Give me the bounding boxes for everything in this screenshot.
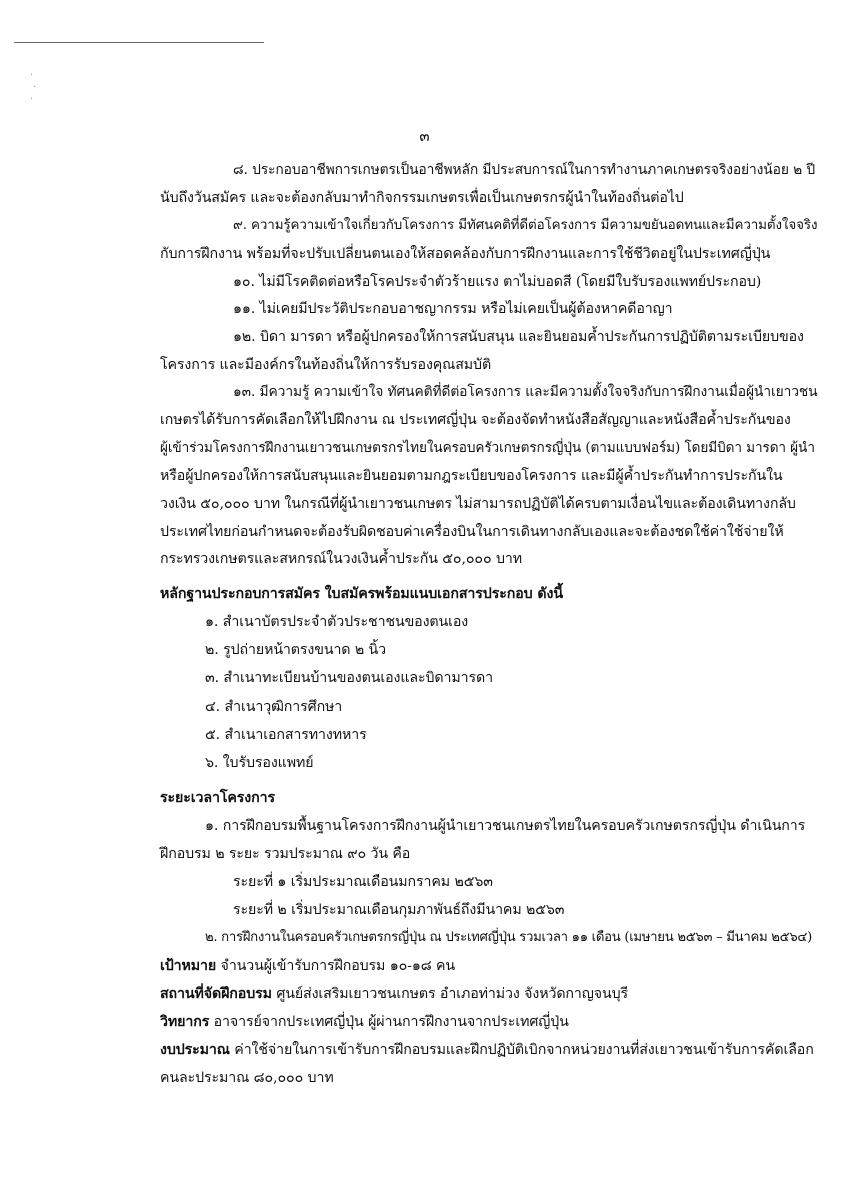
document-item-4: ๔. สำเนาวุฒิการศึกษา xyxy=(205,699,343,715)
duration-heading: ระยะเวลาโครงการ xyxy=(160,790,275,806)
item-12-line-1: ๑๒. บิดา มารดา หรือผู้ปกครองให้การสนับสนุน และยินยอมค้ำประกันการปฏิบัติตามระเบียบของ xyxy=(233,329,804,345)
lecturer-row xyxy=(160,1012,569,1032)
item-11-line-1: ๑๑. ไม่เคยมีประวัติประกอบอาชญากรรม หรือไม่เคยเป็นผู้ต้องหาคดีอาญา xyxy=(233,301,673,317)
budget-row xyxy=(160,1040,814,1060)
item-10-line-1: ๑๐. ไม่มีโรคติดต่อหรือโรคประจำตัวร้ายแรง ตาไม่บอดสี (โดยมีใบรับรองแพทย์ประกอบ) xyxy=(233,274,762,290)
documents-heading: หลักฐานประกอบการสมัคร ใบสมัครพร้อมแนบเอกสารประกอบ ดังนี้ xyxy=(160,586,563,602)
duration-item-1-line-1: ๑. การฝึกอบรมพื้นฐานโครงการฝึกงานผู้นำเยาวชนเกษตรไทยในครอบครัวเกษตรกรญี่ปุ่น ดำเนินการ xyxy=(205,818,806,834)
scan-artifact-specks: · · · xyxy=(30,70,37,105)
target-row xyxy=(160,956,455,976)
item-13-line-1: ๑๓. มีความรู้ ความเข้าใจ ทัศนคติที่ดีต่อโครงการ และมีความตั้งใจจริงกับการฝึกงานเมื่อผู้นำเยาวชน xyxy=(233,384,818,400)
item-13-line-7: กระทรวงเกษตรและสหกรณ์ในวงเงินค้ำประกัน ๕๐,๐๐๐ บาท xyxy=(160,551,522,567)
duration-phase-1: ระยะที่ ๑ เริ่มประมาณเดือนมกราคม ๒๕๖๓ xyxy=(233,874,493,890)
budget-line-1: ค่าใช้จ่ายในการเข้ารับการฝึกอบรมและฝึกปฏิบัติเบิกจากหน่วยงานที่ส่งเยาวชนเข้ารับการคัดเลือก xyxy=(234,1042,814,1058)
venue-row xyxy=(160,984,628,1004)
lecturer-text: อาจารย์จากประเทศญี่ปุ่น ผู้ผ่านการฝึกงานจากประเทศญี่ปุ่น xyxy=(213,1014,569,1030)
page-number: ๓ xyxy=(419,127,430,145)
duration-item-2: ๒. การฝึกงานในครอบครัวเกษตรกรญี่ปุ่น ณ ประเทศญี่ปุ่น รวมเวลา ๑๑ เดือน (เมษายน ๒๕๖๓ – มีนาคม ๒๕๖๔) xyxy=(205,930,812,945)
item-13-line-5: วงเงิน ๕๐,๐๐๐ บาท ในกรณีที่ผู้นำเยาวชนเกษตร ไม่สามารถปฏิบัติได้ครบตามเงื่อนไขและต้องเดินทางกลับ xyxy=(160,496,796,512)
item-13-line-2: เกษตรได้รับการคัดเลือกให้ไปฝึกงาน ณ ประเทศญี่ปุ่น จะต้องจัดทำหนังสือสัญญาและหนังสือค้ำประกันของ xyxy=(160,412,791,428)
target-text: จำนวนผู้เข้ารับการฝึกอบรม ๑๐-๑๘ คน xyxy=(220,958,456,974)
budget-line-2: คนละประมาณ ๘๐,๐๐๐ บาท xyxy=(160,1070,334,1086)
document-item-6: ๖. ใบรับรองแพทย์ xyxy=(205,755,314,771)
item-13-line-6: ประเทศไทยก่อนกำหนดจะต้องรับผิดชอบค่าเครื่องบินในการเดินทางกลับเองและจะต้องชดใช้ค่าใช้จ่ายให้ xyxy=(160,524,784,540)
lecturer-label: วิทยากร xyxy=(160,1014,210,1030)
duration-item-1-line-2: ฝึกอบรม ๒ ระยะ รวมประมาณ ๙๐ วัน คือ xyxy=(160,846,411,862)
duration-phase-2: ระยะที่ ๒ เริ่มประมาณเดือนกุมภาพันธ์ถึงมีนาคม ๒๕๖๓ xyxy=(233,902,565,918)
item-12-line-2: โครงการ และมีองค์กรในท้องถิ่นให้การรับรองคุณสมบัติ xyxy=(160,357,492,373)
item-9-line-2: กับการฝึกงาน พร้อมที่จะปรับเปลี่ยนตนเองให้สอดคล้องกับการฝึกงานและการใช้ชีวิตอยู่ในประเทศญี่ปุ่น xyxy=(160,246,771,262)
item-9-line-1: ๙. ความรู้ความเข้าใจเกี่ยวกับโครงการ มีทัศนคติที่ดีต่อโครงการ มีความขยันอดทนและมีความตั้งใจจริง xyxy=(233,218,818,233)
document-item-5: ๕. สำเนาเอกสารทางทหาร xyxy=(205,727,367,743)
item-13-line-4: หรือผู้ปกครองให้การสนับสนุนและยินยอมตามกฎระเบียบของโครงการ และมีผู้ค้ำประกันทำการประกันใน xyxy=(160,468,783,484)
item-8-line-2: นับถึงวันสมัคร และจะต้องกลับมาทำกิจกรรมเกษตรเพื่อเป็นเกษตรกรผู้นำในท้องถิ่นต่อไป xyxy=(160,190,684,206)
document-item-3: ๓. สำเนาทะเบียนบ้านของตนเองและบิดามารดา xyxy=(205,670,493,686)
item-8-line-1: ๘. ประกอบอาชีพการเกษตรเป็นอาชีพหลัก มีประสบการณ์ในการทำงานภาคเกษตรจริงอย่างน้อย ๒ ปี xyxy=(233,162,816,178)
venue-text: ศูนย์ส่งเสริมเยาวชนเกษตร อำเภอท่าม่วง จังหวัดกาญจนบุรี xyxy=(276,986,629,1002)
document-item-2: ๒. รูปถ่ายหน้าตรงขนาด ๒ นิ้ว xyxy=(205,642,386,658)
budget-label: งบประมาณ xyxy=(160,1042,230,1058)
document-item-1: ๑. สำเนาบัตรประจำตัวประชาชนของตนเอง xyxy=(205,614,469,630)
venue-label: สถานที่จัดฝึกอบรม xyxy=(160,986,272,1002)
scan-artifact-line xyxy=(14,42,264,43)
target-label: เป้าหมาย xyxy=(160,958,217,974)
item-13-line-3: ผู้เข้าร่วมโครงการฝึกงานเยาวชนเกษตรกรไทยในครอบครัวเกษตรกรญี่ปุ่น (ตามแบบฟอร์ม) โดยมีบิดา มารดา ผู้นำ xyxy=(160,440,815,456)
